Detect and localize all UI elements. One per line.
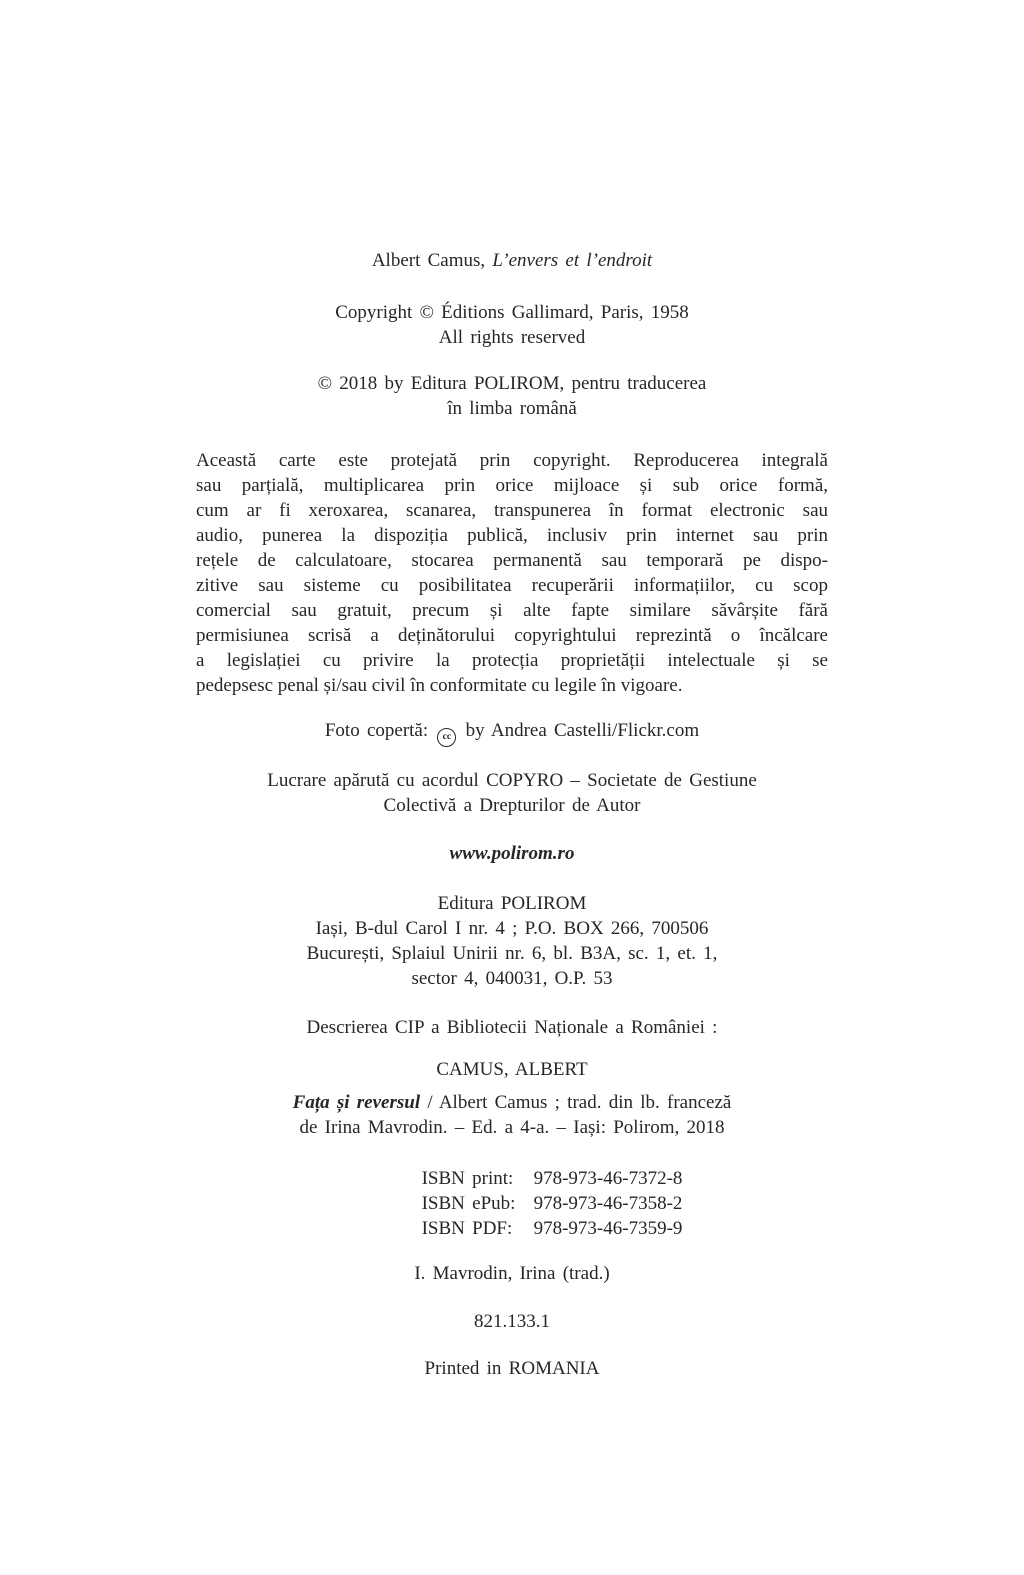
isbn-label: ISBN print: <box>421 1168 514 1189</box>
printed-notice <box>196 1356 828 1381</box>
udc-number-text: 821.133.1 <box>474 1311 550 1332</box>
legal-line: audio, punerea la dispoziția publică, inclusiv prin internet sau prin <box>196 525 828 546</box>
udc-number <box>196 1309 828 1334</box>
cover-photo-credit-prefix: Foto copertă: <box>324 720 429 741</box>
publisher-name: Editura POLIROM <box>437 893 587 914</box>
publisher-website-url: www.polirom.ro <box>449 843 575 864</box>
cip-heading <box>196 1015 828 1040</box>
isbn-section <box>196 1166 828 1241</box>
legal-notice <box>196 448 828 698</box>
translation-copyright <box>196 371 828 421</box>
publisher-address <box>196 891 828 991</box>
cip-author <box>196 1057 828 1082</box>
printed-notice-text: Printed in ROMANIA <box>424 1358 600 1379</box>
copyro-notice-line2: Colectivă a Drepturilor de Autor <box>383 795 641 816</box>
isbn-row <box>422 1216 683 1241</box>
cover-photo-credit <box>196 718 828 747</box>
cip-author-text: CAMUS, ALBERT <box>436 1059 588 1080</box>
isbn-value: 978-973-46-7359-9 <box>533 1218 683 1239</box>
cip-entry-line1 <box>196 1090 828 1115</box>
copyro-notice-line1: Lucrare apărută cu acordul COPYRO – Societate de Gestiune <box>267 770 757 791</box>
isbn-list <box>422 1166 683 1241</box>
book-author: Albert Camus, <box>371 250 493 271</box>
cip-entry <box>196 1090 828 1140</box>
cip-heading-text: Descrierea CIP a Bibliotecii Naționale a României : <box>306 1017 718 1038</box>
legal-line: a legislației cu privire la protecția proprietății intelectuale și se <box>196 650 828 671</box>
gallimard-copyright-line2: All rights reserved <box>438 327 586 348</box>
translator-entry-text: I. Mavrodin, Irina (trad.) <box>414 1263 610 1284</box>
isbn-label: ISBN ePub: <box>421 1193 516 1214</box>
translator-entry <box>196 1261 828 1286</box>
legal-line: pedepsesc penal și/sau civil în conformitate cu legile în vigoare. <box>196 675 683 696</box>
publisher-address-line: Iași, B-dul Carol I nr. 4 ; P.O. BOX 266, 700506 <box>315 918 709 939</box>
book-title-romanian-italic: Fața și reversul <box>292 1092 421 1113</box>
isbn-row <box>422 1166 683 1191</box>
translation-copyright-line1: © 2018 by Editura POLIROM, pentru traducerea <box>317 373 707 394</box>
legal-line: cum ar fi xeroxarea, scanarea, transpunerea în format electronic sau <box>196 500 828 521</box>
book-title-line <box>196 248 828 273</box>
isbn-label: ISBN PDF: <box>421 1218 513 1239</box>
legal-line: permisiunea scrisă a deținătorului copyrightului reprezintă o încălcare <box>196 625 828 646</box>
legal-line: rețele de calculatoare, stocarea permanentă sau temporară pe dispo- <box>196 550 828 571</box>
legal-line: Această carte este protejată prin copyright. Reproducerea integrală <box>196 450 828 471</box>
gallimard-copyright-line1: Copyright © Éditions Gallimard, Paris, 1958 <box>335 302 689 323</box>
legal-line: comercial sau gratuit, precum și alte fapte similare săvârșite fără <box>196 600 828 621</box>
cip-entry-line2: de Irina Mavrodin. – Ed. a 4-a. – Iași: Polirom, 2018 <box>299 1117 725 1138</box>
translation-copyright-line2: în limba română <box>447 398 577 419</box>
legal-line: zitive sau sisteme cu posibilitatea recuperării informațiilor, cu scop <box>196 575 828 596</box>
gallimard-copyright <box>196 300 828 350</box>
copyro-notice <box>196 768 828 818</box>
original-title-italic: L’envers et l’endroit <box>492 250 653 271</box>
publisher-address-line: sector 4, 040031, O.P. 53 <box>411 968 613 989</box>
cover-photo-credit-suffix: by Andrea Castelli/Flickr.com <box>465 720 700 741</box>
cip-entry-rest: / Albert Camus ; trad. din lb. franceză <box>420 1092 732 1113</box>
isbn-row <box>422 1191 683 1216</box>
creative-commons-icon: cc <box>437 728 456 747</box>
publisher-website <box>196 841 828 866</box>
isbn-value: 978-973-46-7372-8 <box>533 1168 683 1189</box>
publisher-address-line: București, Splaiul Unirii nr. 6, bl. B3A, sc. 1, et. 1, <box>306 943 718 964</box>
isbn-value: 978-973-46-7358-2 <box>533 1193 683 1214</box>
legal-line: sau parțială, multiplicarea prin orice mijloace și sub orice formă, <box>196 475 828 496</box>
